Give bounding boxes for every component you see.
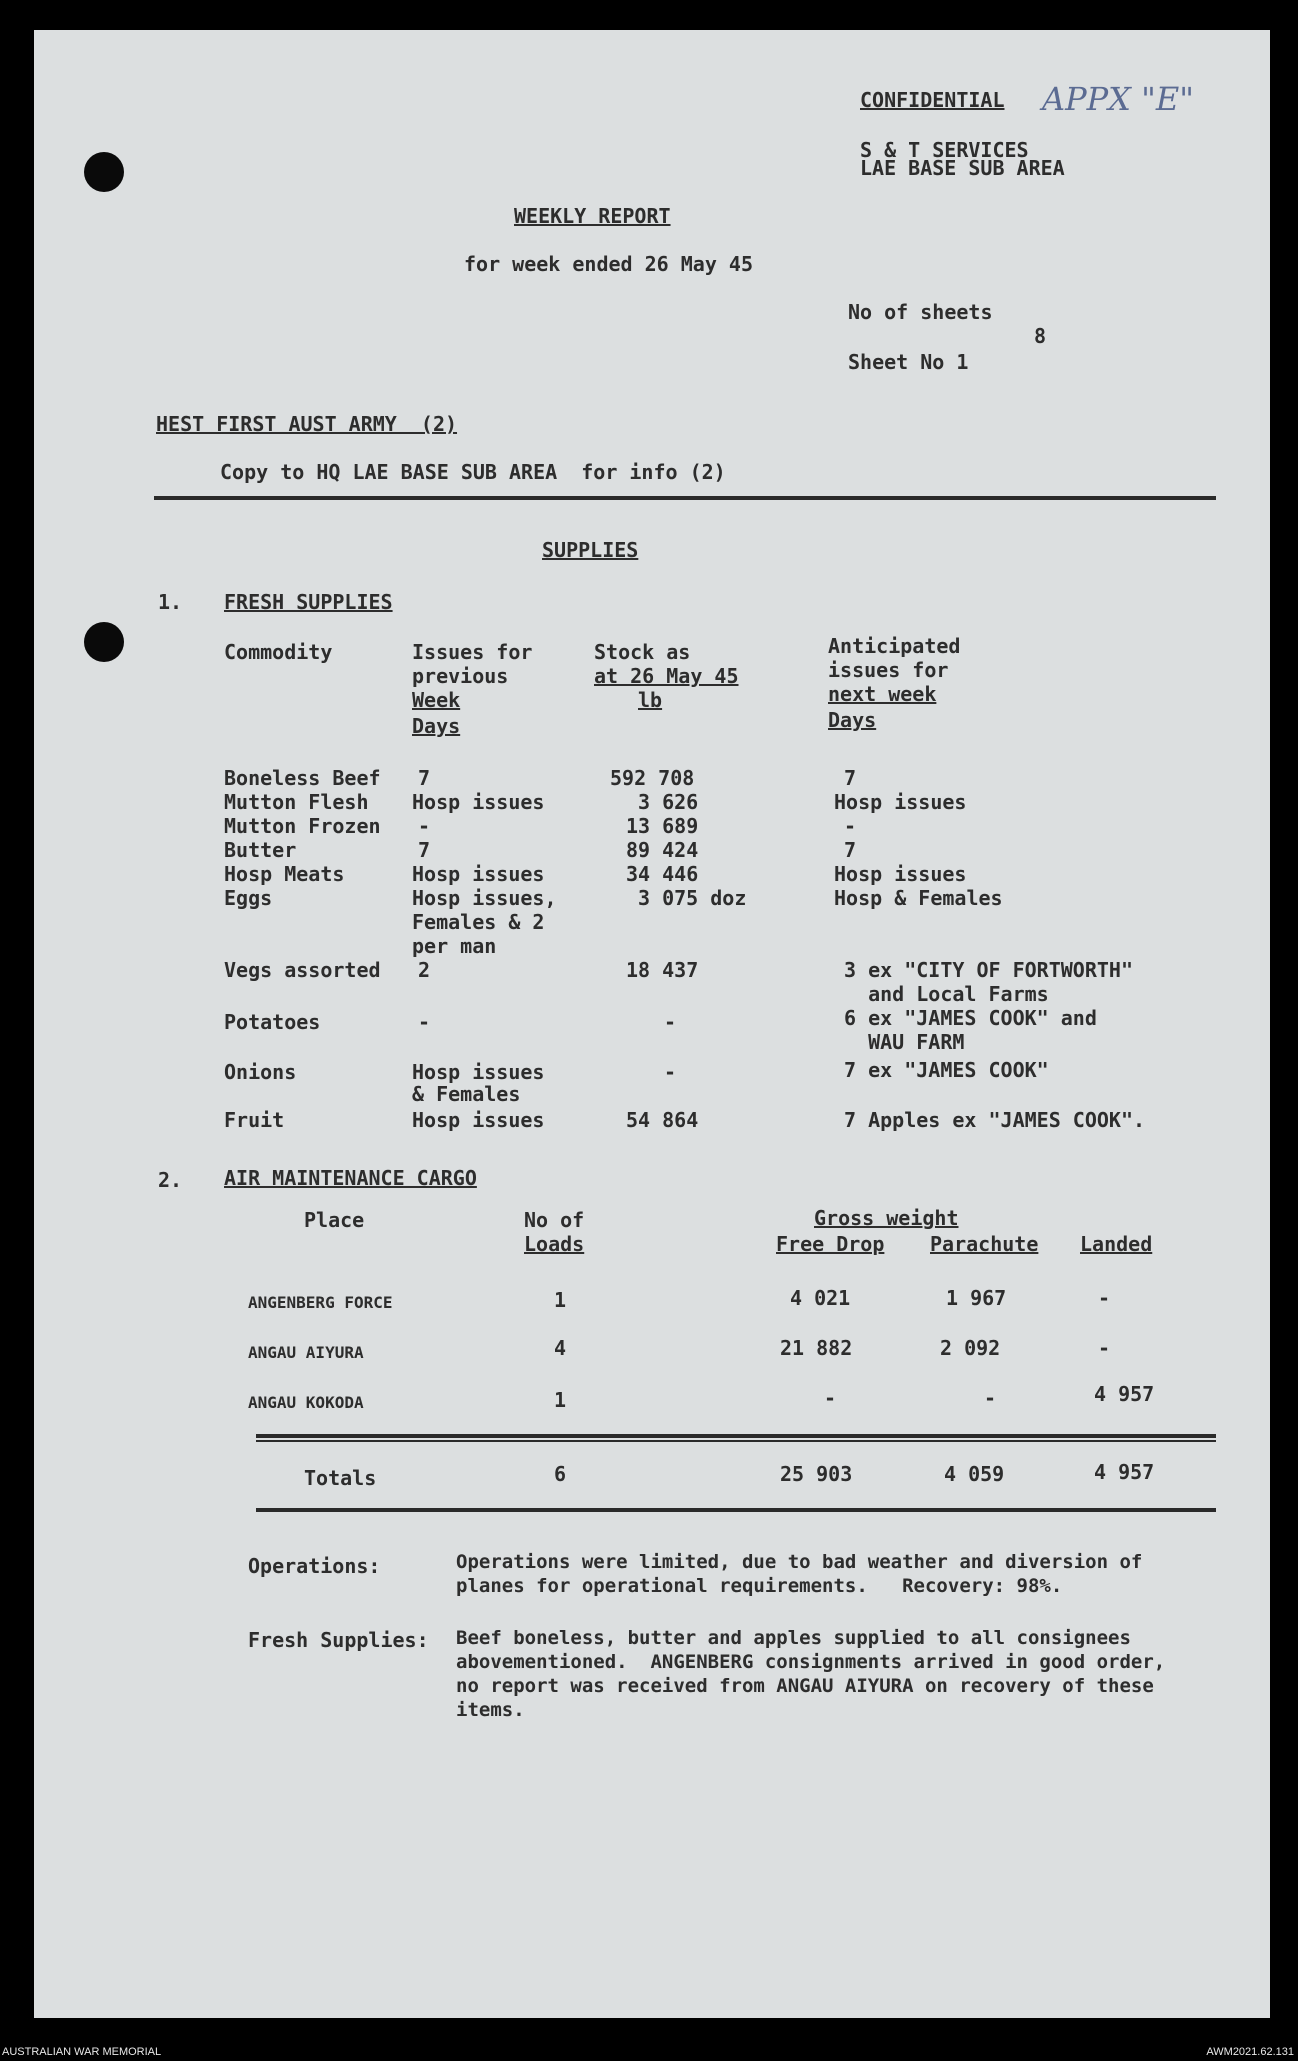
stock-cell: 3 626 [638, 790, 699, 814]
stock-cell: 89 424 [626, 838, 699, 862]
unit-line-1: S & T SERVICES [860, 138, 1029, 162]
loads-cell: 4 [554, 1336, 567, 1360]
report-title: WEEKLY REPORT [514, 204, 671, 228]
anticipated-cell: Hosp & Females [834, 886, 1003, 910]
issues-cell: per man [412, 934, 497, 958]
punch-hole [84, 622, 124, 662]
col-anticipated: next week [828, 682, 937, 706]
col-loads: Loads [524, 1232, 585, 1256]
place-cell: ANGAU KOKODA [248, 1393, 364, 1412]
anticipated-cell: Hosp issues [834, 790, 967, 814]
col-stock: Stock as [594, 640, 691, 664]
issues-cell: - [418, 814, 431, 838]
sheet-number: Sheet No 1 [848, 350, 969, 374]
distribution-line-2: Copy to HQ LAE BASE SUB AREA for info (2) [220, 460, 726, 484]
col-commodity: Commodity [224, 640, 333, 664]
place-cell: ANGAU AIYURA [248, 1343, 364, 1362]
issues-cell: Hosp issues [412, 1060, 545, 1084]
commodity-cell: Boneless Beef [224, 766, 381, 790]
fresh-supplies-text: no report was received from ANGAU AIYURA on recovery of these [456, 1675, 1154, 1697]
issues-cell: Hosp issues [412, 862, 545, 886]
col-free-drop: Free Drop [776, 1232, 885, 1256]
operations-text: planes for operational requirements. Recovery: 98%. [456, 1575, 1063, 1597]
footer-accession: AWM2021.62.131 [1206, 2046, 1294, 2058]
issues-cell: 7 [418, 838, 431, 862]
issues-cell: Hosp issues [412, 1108, 545, 1132]
anticipated-cell: 7 ex "JAMES COOK" [844, 1058, 1049, 1082]
anticipated-cell: 7 [844, 766, 857, 790]
commodity-cell: Mutton Frozen [224, 814, 381, 838]
totals-label: Totals [304, 1466, 377, 1490]
landed-cell: - [1098, 1286, 1111, 1310]
col-anticipated: Anticipated [828, 634, 961, 658]
stock-cell: 592 708 [610, 766, 695, 790]
section-title: FRESH SUPPLIES [224, 590, 393, 614]
section-number: 1. [158, 590, 183, 614]
stock-cell: 3 075 doz [638, 886, 747, 910]
totals-landed: 4 957 [1094, 1460, 1155, 1484]
commodity-cell: Fruit [224, 1108, 285, 1132]
commodity-cell: Vegs assorted [224, 958, 381, 982]
totals-rule-top [256, 1440, 1216, 1442]
parachute-cell: 2 092 [940, 1336, 1001, 1360]
totals-parachute: 4 059 [944, 1462, 1005, 1486]
fresh-supplies-text: items. [456, 1699, 525, 1721]
col-anticipated: Days [828, 708, 877, 732]
issues-cell: Hosp issues, [412, 886, 557, 910]
col-loads: No of [524, 1208, 585, 1232]
col-issues: Week [412, 688, 461, 712]
sheets-value: 8 [1034, 324, 1047, 348]
anticipated-cell: 7 [844, 838, 857, 862]
col-place: Place [304, 1208, 365, 1232]
stock-cell: 13 689 [626, 814, 699, 838]
commodity-cell: Eggs [224, 886, 273, 910]
col-issues: Issues for [412, 640, 533, 664]
free-drop-cell: 4 021 [790, 1286, 851, 1310]
issues-cell: 7 [418, 766, 431, 790]
document-sheet [34, 30, 1270, 2018]
supplies-heading: SUPPLIES [542, 538, 639, 562]
place-cell: ANGENBERG FORCE [248, 1293, 393, 1312]
col-issues: Days [412, 714, 461, 738]
col-parachute: Parachute [930, 1232, 1039, 1256]
stock-cell: 54 864 [626, 1108, 699, 1132]
issues-cell: Females & 2 [412, 910, 545, 934]
section-title: AIR MAINTENANCE CARGO [224, 1166, 477, 1190]
report-period: for week ended 26 May 45 [464, 252, 753, 276]
classification: CONFIDENTIAL [860, 88, 1005, 112]
fresh-supplies-text: Beef boneless, butter and apples supplied to all consignees [456, 1627, 1131, 1649]
unit-line-2: LAE BASE SUB AREA [860, 156, 1065, 180]
commodity-cell: Hosp Meats [224, 862, 345, 886]
totals-loads: 6 [554, 1462, 567, 1486]
parachute-cell: - [984, 1386, 997, 1410]
header-rule [154, 496, 1216, 500]
anticipated-cell: and Local Farms [844, 982, 1049, 1006]
loads-cell: 1 [554, 1388, 567, 1412]
sheets-label: No of sheets [848, 300, 993, 324]
col-stock: lb [638, 688, 663, 712]
totals-rule-bottom [256, 1508, 1216, 1512]
stock-cell: 34 446 [626, 862, 699, 886]
stock-cell: - [664, 1060, 677, 1084]
landed-cell: 4 957 [1094, 1382, 1155, 1406]
landed-cell: - [1098, 1336, 1111, 1360]
stock-cell: 18 437 [626, 958, 699, 982]
anticipated-cell: - [844, 814, 857, 838]
parachute-cell: 1 967 [946, 1286, 1007, 1310]
stock-cell: - [664, 1010, 677, 1034]
anticipated-cell: 6 ex "JAMES COOK" and [844, 1006, 1097, 1030]
loads-cell: 1 [554, 1288, 567, 1312]
issues-cell: 2 [418, 958, 431, 982]
footer-credit: AUSTRALIAN WAR MEMORIAL [2, 2046, 162, 2058]
commodity-cell: Potatoes [224, 1010, 321, 1034]
col-stock: at 26 May 45 [594, 664, 739, 688]
section-number: 2. [158, 1168, 183, 1192]
free-drop-cell: - [824, 1386, 837, 1410]
issues-cell: - [418, 1010, 431, 1034]
totals-free-drop: 25 903 [780, 1462, 853, 1486]
col-landed: Landed [1080, 1232, 1153, 1256]
anticipated-cell: 7 Apples ex "JAMES COOK". [844, 1108, 1146, 1132]
commodity-cell: Butter [224, 838, 297, 862]
anticipated-cell: WAU FARM [844, 1030, 965, 1054]
anticipated-cell: Hosp issues [834, 862, 967, 886]
totals-rule-top [256, 1434, 1216, 1438]
anticipated-cell: 3 ex "CITY OF FORTWORTH" [844, 958, 1133, 982]
fresh-supplies-label: Fresh Supplies: [248, 1628, 429, 1652]
issues-cell: & Females [412, 1082, 521, 1106]
free-drop-cell: 21 882 [780, 1336, 853, 1360]
operations-text: Operations were limited, due to bad weather and diversion of [456, 1551, 1143, 1573]
punch-hole [84, 152, 124, 192]
commodity-cell: Mutton Flesh [224, 790, 369, 814]
distribution-line-1: HEST FIRST AUST ARMY (2) [156, 412, 458, 436]
operations-label: Operations: [248, 1554, 381, 1578]
commodity-cell: Onions [224, 1060, 297, 1084]
issues-cell: Hosp issues [412, 790, 545, 814]
col-gross-weight: Gross weight [814, 1206, 959, 1230]
appendix-annotation: APPX "E" [1042, 80, 1194, 118]
col-issues: previous [412, 664, 509, 688]
fresh-supplies-text: abovementioned. ANGENBERG consignments arrived in good order, [456, 1651, 1166, 1673]
col-anticipated: issues for [828, 658, 949, 682]
